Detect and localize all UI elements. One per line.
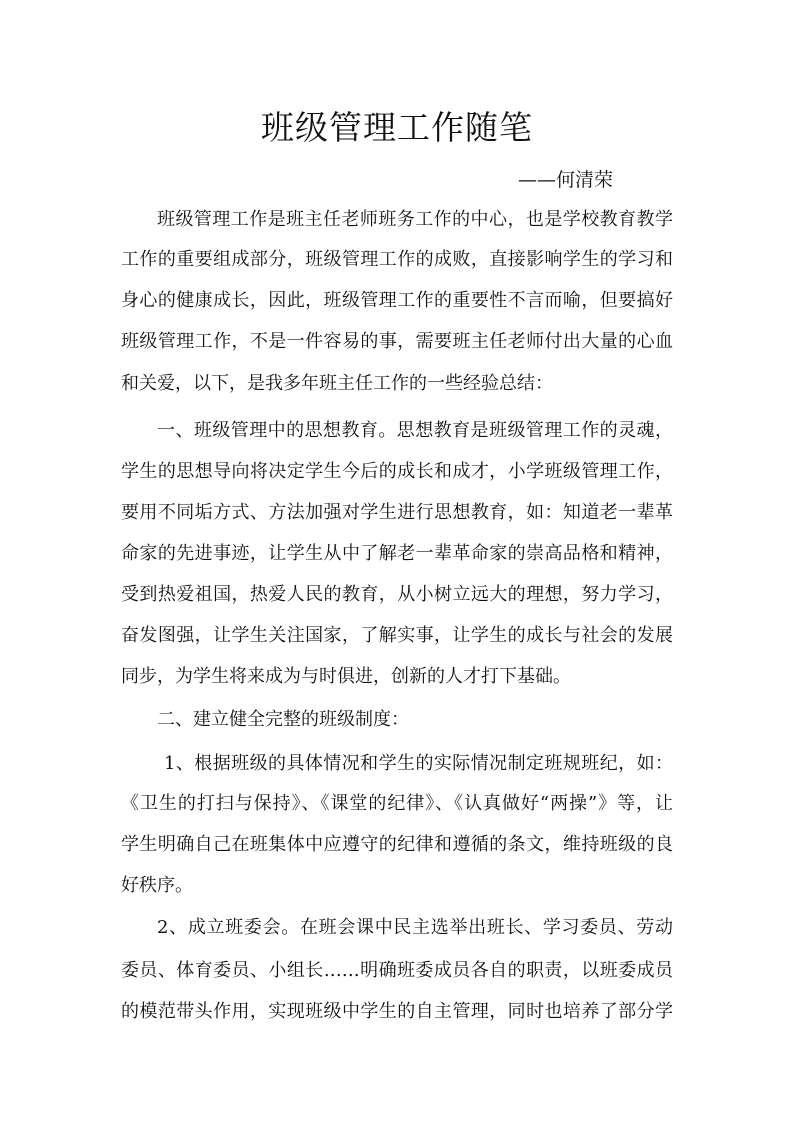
body-line: 身心的健康成长，因此，班级管理工作的重要性不言而喻，但要搞好 — [121, 290, 673, 311]
body-line: 好秩序。 — [121, 875, 193, 896]
section-heading: 二、建立健全完整的班级制度： — [157, 709, 409, 730]
body-line: 学生的思想导向将决定学生今后的成长和成才，小学班级管理工作， — [121, 461, 673, 482]
body-line: 命家的先进事迹，让学生从中了解老一辈革命家的崇高品格和精神， — [121, 543, 673, 564]
body-line: 2、成立班委会。在班会课中民主选举出班长、学习委员、劳动 — [157, 917, 673, 938]
body-line: 奋发图强，让学生关注国家，了解实事，让学生的成长与社会的发展 — [121, 625, 673, 646]
body-line: 委员、体育委员、小组长……明确班委成员各自的职责，以班委成员 — [121, 960, 673, 981]
body-line: 和关爱，以下，是我多年班主任工作的一些经验总结： — [121, 373, 553, 394]
author-line: ——何清荣 — [518, 169, 614, 191]
body-line: 要用不同垢方式、方法加强对学生进行思想教育，如：知道老一辈革 — [121, 502, 673, 523]
body-line: 学生明确自己在班集体中应遵守的纪律和遵循的条文，维持班级的良 — [121, 834, 673, 855]
body-line: 1、根据班级的具体情况和学生的实际情况制定班规班纪，如： — [164, 753, 673, 774]
body-line: 工作的重要组成部分，班级管理工作的成败，直接影响学生的学习和 — [121, 249, 673, 270]
body-line: 班级管理工作是班主任老师班务工作的中心，也是学校教育教学 — [157, 209, 673, 230]
body-line: 一、班级管理中的思想教育。思想教育是班级管理工作的灵魂， — [157, 420, 673, 441]
document-title: 班级管理工作随笔 — [261, 108, 533, 147]
body-line: 《卫生的打扫与保持》、《课堂的纪律》、《认真做好“两操”》等，让 — [121, 793, 673, 814]
body-line: 的模范带头作用，实现班级中学生的自主管理，同时也培养了部分学 — [121, 1001, 673, 1022]
body-line: 受到热爱祖国，热爱人民的教育，从小树立远大的理想，努力学习， — [121, 584, 673, 605]
body-line: 班级管理工作，不是一件容易的事，需要班主任老师付出大量的心血 — [121, 331, 673, 352]
body-line: 同步，为学生将来成为与时俱进，创新的人才打下基础。 — [121, 666, 571, 687]
